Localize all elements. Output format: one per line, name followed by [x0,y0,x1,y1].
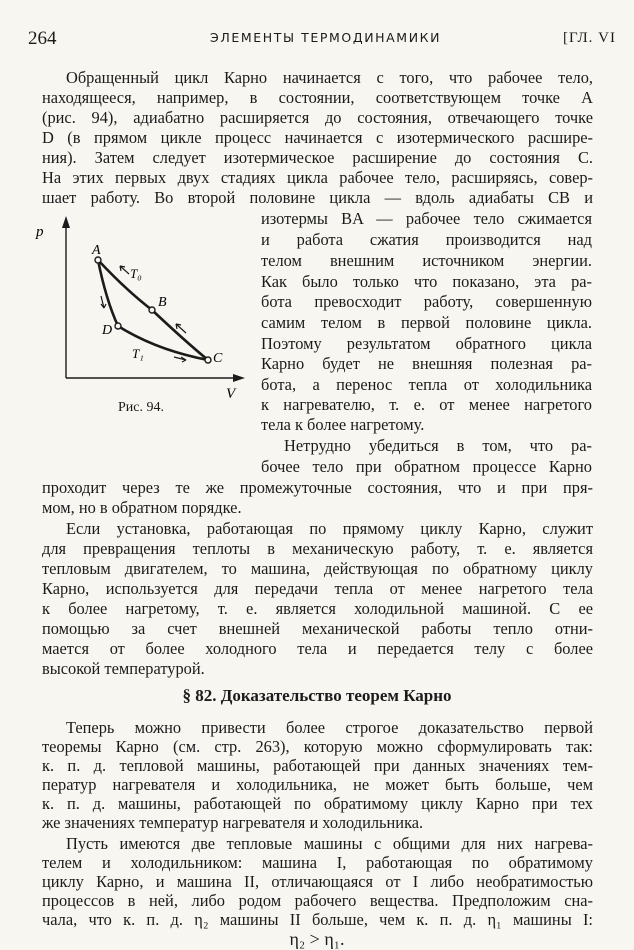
page-number: 264 [28,28,57,49]
text-line: ния). Затем следует изотермическое расширение до состояния C. [42,148,593,167]
axis-label-v: V [226,386,236,402]
text-line: мом, но в обратном порядке. [42,498,242,517]
text-line: (рис. 94), адиабатно расширяется до состояния, отвечающего точке [42,108,593,127]
text-line: Нетрудно убедиться в том, что ра- [284,436,592,455]
text-line: к нагревателю, т. е. от менее нагретого [261,395,592,414]
text-line: изотермы BA — рабочее тело сжимается [261,209,592,228]
text-line: Пусть имеются две тепловые машины с общими для них нагрева- [66,834,593,853]
text-line: к. п. д. машины, работающей по обратимому циклу Карно при тех [42,794,593,813]
point-b [149,307,155,313]
text-line: к. п. д. тепловой машины, работающей при данных значениях тем- [42,756,593,775]
text-line: Как было только что показано, эта ра- [261,272,592,291]
text-line: телом внешним источником энергии. [261,251,592,270]
figure-94 [28,212,258,417]
section-heading [0,686,634,706]
figure-caption: Рис. 94. [118,400,164,415]
label-t1: T₁ [132,346,144,361]
text-line: чала, что к. п. д. η₂ машины II больше, чем к. п. д. η₁ машины I: [42,910,593,929]
text-line: шает работу. Во второй половине цикла — вдоль адиабаты CB и [42,188,593,207]
page-header [28,28,616,54]
text-line: высокой температурой. [42,659,205,678]
y-axis-arrow-icon [62,216,70,228]
text-line: находящееся, например, в состоянии, соответствующем точке A [42,88,593,107]
section-number: § 82. [182,686,217,705]
text-line: телем и холодильником: машина I, работающая по обратимому [42,853,593,872]
text-line: же значениях температур нагревателя и холодильника. [42,813,424,832]
text-line: помощью за счет внешней механической работы тепло отни- [42,619,593,638]
text-line: бота превосходит работу, совершенную [261,292,592,311]
text-line: бота, а перенос тепла от холодильника [261,375,592,394]
text-line: Если установка, работающая по прямому циклу Карно, служит [66,519,593,538]
x-axis-arrow-icon [233,374,245,382]
text-line: к более нагретому, т. е. является холодильной машиной. С ее [42,599,593,618]
label-a: A [92,243,101,258]
label-t0: T₀ [130,266,142,281]
text-line: самим телом в первой половине цикла. [261,313,592,332]
text-line: мается от более холодного тела и передается телу с более [42,639,593,658]
text-line: и работа сжатия производится над [261,230,592,249]
text-line: для превращения теплоты в механическую работу, т. е. является [42,539,593,558]
text-line: Карно будет не внешняя полезная ра- [261,354,592,373]
axis-label-p: p [36,224,44,240]
text-line: Поэтому результатом обратного цикла [261,334,592,353]
text-line: бочее тело при обратном процессе Карно [261,457,592,476]
section-title: Доказательство теорем Карно [220,686,452,705]
chapter-marker: [ГЛ. VI [562,30,616,46]
isotherm-t0 [98,260,152,310]
text-line: Теперь можно привести более строгое доказательство первой [66,718,593,737]
label-b: B [158,295,167,310]
point-d [115,323,121,329]
text-line: ператур нагревателя и холодильника, не может быть больше, чем [42,775,593,794]
label-d: D [102,323,113,338]
text-line: теоремы Карно (см. стр. 263), которую можно сформулировать так: [42,737,593,756]
text-line: D (в прямом цикле процесс начинается с изотермического расшире- [42,128,593,147]
label-c: C [213,351,223,366]
text-line: проходит через те же промежуточные состояния, что и при пря- [42,478,593,497]
text-line: Карно, используется для передачи тепла от менее нагретого тела [42,579,593,598]
text-line: На этих первых двух стадиях цикла рабочее тело, расширяясь, совер- [42,168,593,187]
point-c [205,357,211,363]
text-line: тепловым двигателем, то машина, действующая по обратному циклу [42,559,593,578]
carnot-cycle-diagram [28,212,258,417]
text-line: процессов в ней, либо родом рабочего вещества. Предположим сна- [42,891,593,910]
formula: η₂ > η₁. [289,929,345,949]
text-line: Обращенный цикл Карно начинается с того, что рабочее тело, [66,68,593,87]
text-line: циклу Карно, и машина II, отличающаяся от I либо необратимостью [42,872,593,891]
running-title: ЭЛЕМЕНТЫ ТЕРМОДИНАМИКИ [210,30,442,45]
text-line: тела к более нагретому. [261,415,425,434]
